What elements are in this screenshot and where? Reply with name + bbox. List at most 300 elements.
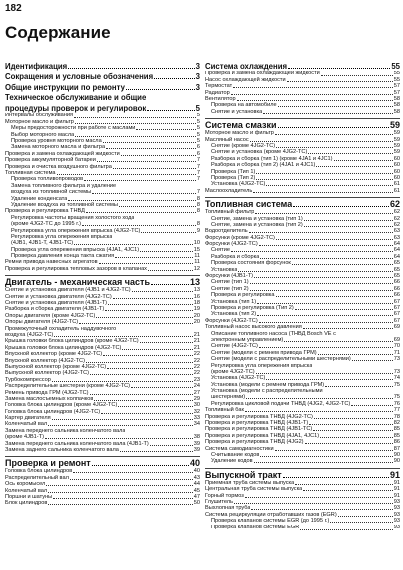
dot-leader — [48, 425, 193, 426]
dot-leader — [276, 239, 393, 240]
toc-entry-title: Водоотделитель — [205, 228, 248, 235]
toc-entry-title: Сокращения и условные обозначения — [5, 72, 154, 81]
toc-section-heading[interactable] — [205, 118, 400, 130]
toc-entry-title: Техническое обслуживание и общие — [5, 93, 147, 102]
toc-entry-page: 67 — [393, 298, 400, 305]
dot-leader — [86, 362, 193, 363]
toc-entry-page: 82 — [393, 420, 400, 427]
toc-entry-page: 43 — [193, 474, 200, 481]
dot-leader — [293, 206, 389, 207]
dot-leader — [108, 304, 193, 305]
toc-entry-title: Распределительный вал — [5, 474, 69, 481]
dot-leader — [313, 430, 393, 431]
toc-entry-title: Проверка и регулировка ТНВД (4JG2-TC) — [205, 413, 313, 420]
toc-entry-title: Считывание кодов — [211, 451, 260, 458]
toc-entry-page: 22 — [193, 357, 200, 364]
toc-entry-page: 7 — [196, 170, 200, 176]
dot-leader — [309, 424, 393, 425]
toc-entry-page: 5 — [196, 112, 200, 119]
toc-entry-title: Регулировка частоты вращения холостого хода — [11, 214, 135, 221]
toc-entry-title: Радиатор — [205, 89, 230, 96]
toc-entry-title: Снятие, замена и установка (тип 1) — [211, 215, 303, 222]
dot-leader — [84, 180, 196, 181]
toc-entry-title: Проверка (Тип 2) — [211, 174, 256, 181]
toc-entry-page: 13 — [193, 287, 200, 294]
toc-entry-page: 65 — [393, 273, 400, 280]
toc-entry-page: 91 — [389, 469, 400, 480]
toc-entry-title: Установка (тип 2) — [211, 311, 257, 318]
toc-entry-page: 93 — [393, 498, 400, 505]
toc-entry-title: Выхлопная труба — [205, 505, 251, 512]
toc-entry[interactable] — [205, 458, 400, 464]
toc-entry-page: 55 — [393, 70, 400, 77]
toc-entry-title: Удаление воздуха из топливной системы — [11, 201, 118, 208]
toc-entry-title: Разборка и сборка — [211, 253, 260, 260]
toc-entry-title: Регулировка угла опережения впрыска (4JG2-TC) — [11, 227, 141, 234]
dot-leader — [275, 134, 393, 135]
dot-leader — [278, 127, 389, 128]
toc-entry-title: Система самодиагностики — [205, 445, 274, 452]
toc-entry-page: 65 — [393, 266, 400, 273]
dot-leader — [260, 456, 392, 457]
toc-entry-title: Разборка и сборка (тип 2) (4JA1 и 4JC1) — [211, 162, 316, 169]
toc-entry-page: 10 — [193, 240, 200, 247]
dot-leader — [259, 245, 393, 246]
toc-entry[interactable] — [5, 500, 200, 506]
toc-entry-page: 66 — [393, 279, 400, 286]
toc-entry-title: Впускной коллектор (4JG2-TC) — [5, 357, 85, 364]
dot-leader — [276, 296, 393, 297]
toc-entry-title: Ремень привода ГРМ (4JG2-TC) — [5, 389, 89, 396]
dot-leader — [122, 349, 192, 350]
toc-entry-title: Топливная система — [5, 170, 56, 176]
dot-leader — [276, 147, 393, 148]
dot-leader — [259, 347, 393, 348]
toc-entry-title: Опоры двигателя (кроме 4JG2-TC) — [5, 312, 96, 319]
toc-entry-title: Масляный насос — [205, 136, 249, 143]
toc-entry-title: Проверка состояния форсунок — [211, 260, 291, 267]
toc-entry-title: процедуры проверок и регулировок — [5, 103, 147, 113]
toc-entry-title: Разборка и сборка (тип 1) (кроме 4JA1 и 4JC1) — [211, 155, 333, 162]
toc-entry-page: 69 — [393, 336, 400, 343]
dot-leader — [251, 509, 392, 510]
toc-entry-title: Снятие (модели с ремнем привода ГРМ) — [211, 349, 317, 356]
dot-leader — [257, 303, 393, 304]
dot-leader — [119, 206, 196, 207]
toc-entry-title: Снятие и установка двигателя (4JG2-TC) — [5, 293, 112, 300]
dot-leader — [99, 263, 194, 264]
toc-entry-title: Топливный фильтр — [205, 209, 255, 216]
dot-leader — [140, 342, 193, 343]
toc-entry-title: Центральная труба системы выпуска — [205, 486, 303, 493]
toc-entry-page: 40 — [193, 468, 200, 475]
toc-entry-title: Проверка на автомобиле — [211, 102, 277, 109]
dot-leader — [92, 193, 196, 194]
dot-leader — [266, 379, 392, 380]
toc-entry-title: Снятие (тип 1) — [211, 279, 249, 286]
toc-entry-title: Маслоохладитель — [205, 187, 253, 194]
toc-entry-title: Система рециркуляции отработавших газов (EGR) — [205, 511, 337, 518]
toc-entry-title: Проверка аккумуляторной батареи — [5, 157, 96, 164]
toc-entry-page: 61 — [393, 181, 400, 188]
dot-leader — [107, 368, 193, 369]
toc-list-left — [5, 62, 200, 507]
toc-entry-title: Проверка (Тип 1) — [211, 168, 256, 175]
dot-leader — [86, 212, 196, 213]
toc-entry-title: Проверка и регулировка ТНВД (4JB1-TC) — [205, 426, 313, 433]
toc-entry-title: Система охлаждения — [205, 61, 288, 71]
toc-entry-title: воздуха из топливной системы — [11, 189, 92, 196]
toc-entry-page: 11 — [194, 259, 200, 266]
toc-entry-title: Проверка и ремонт — [5, 458, 91, 469]
toc-entry-page: 76 — [393, 400, 400, 407]
toc-entry-page: 73 — [393, 368, 400, 375]
toc-entry-page: 39 — [193, 440, 200, 447]
toc-entry-title: Проверка и замена охлаждающей жидкости — [5, 150, 120, 157]
toc-entry-page: 58 — [393, 108, 400, 115]
toc-entry[interactable] — [5, 447, 200, 453]
dot-leader — [79, 323, 193, 324]
toc-entry-page: 19 — [193, 306, 200, 313]
toc-entry-title: Общие инструкции по ремонту — [5, 82, 125, 92]
toc-entry-page: 86 — [393, 439, 400, 446]
toc-entry-page: 73 — [393, 356, 400, 363]
toc-entry-page: 64 — [393, 253, 400, 260]
toc-entry[interactable] — [205, 109, 400, 115]
dot-leader — [94, 400, 192, 401]
toc-entry-page: 64 — [393, 241, 400, 248]
toc-entry-title: Блок цилиндров — [5, 500, 48, 507]
toc-entry-title: Проверка клапанов системы EGR — [211, 524, 300, 531]
toc-entry-page: 5 — [196, 131, 200, 138]
dot-leader — [321, 75, 393, 76]
dot-leader — [288, 68, 390, 69]
toc-entry-page: 50 — [193, 500, 200, 507]
toc-entry-title: Система смазки — [205, 120, 277, 131]
toc-entry-page: 7 — [196, 157, 200, 164]
toc-entry-page: 7 — [196, 176, 200, 183]
toc-section-heading[interactable] — [5, 104, 200, 113]
dot-leader — [136, 129, 195, 130]
toc-entry-title: Замена переднего сальника коленчатого вала (4JB1-T) — [5, 440, 149, 447]
toc-entry-title: Головка блока цилиндров (4JG2-TC) — [5, 408, 101, 415]
toc-entry-title: электронным управлением) — [211, 336, 284, 343]
toc-entry-page: 7 — [196, 163, 200, 170]
toc-entry-title: Снятие (кроме 4JG2-TC) — [211, 143, 276, 149]
dot-leader — [287, 81, 393, 82]
toc-entry-page: 60 — [393, 174, 400, 181]
toc-entry-page: 21 — [193, 332, 200, 338]
toc-entry-title: Термостат — [205, 83, 233, 90]
toc-left-column — [5, 60, 200, 507]
toc-entry-page: 77 — [393, 407, 400, 414]
toc-entry-title: Форсунки (4JG2-TC) — [205, 317, 258, 324]
toc-entry-page: 87 — [393, 445, 400, 452]
toc-entry-page: 12 — [193, 265, 200, 272]
toc-entry-page: 67 — [393, 311, 400, 318]
dot-leader — [74, 117, 196, 118]
dot-leader — [303, 328, 393, 329]
toc-entry-title: Выбор моторного масла — [11, 131, 75, 138]
toc-entry-title: Промежуточный охладитель наддувочного — [5, 325, 117, 332]
toc-entry-page: 16 — [193, 293, 200, 300]
toc-entry-title: Установка (4JG2-TC) — [211, 375, 266, 382]
toc-entry-page: 75 — [393, 381, 400, 388]
toc-entry-title: Разборка и сборка двигателя (4JB1-T) — [5, 306, 105, 313]
dot-leader — [256, 179, 392, 180]
dot-leader — [148, 270, 193, 271]
toc-entry-page: 38 — [193, 434, 200, 441]
dot-leader — [103, 142, 196, 143]
toc-entry-title: Форсунки (кроме 4JG2-TC) — [205, 234, 275, 241]
toc-entry-page: 70 — [393, 343, 400, 350]
toc-entry-title: Проверка и регулировка ТНВД (4JG2) — [205, 439, 304, 446]
toc-entry-title: Замена маслосъемных колпачков — [5, 395, 94, 402]
toc-entry-page: 63 — [393, 234, 400, 241]
toc-entry-title: Замена заднего сальника коленчатого вала — [5, 447, 119, 454]
dot-leader — [75, 136, 196, 137]
dot-leader — [90, 394, 193, 395]
toc-entry-page: 91 — [393, 486, 400, 493]
toc-entry-page: 6 — [196, 144, 200, 151]
dot-leader — [48, 504, 192, 505]
toc-section-heading[interactable] — [5, 93, 200, 102]
toc-entry-page: 66 — [393, 285, 400, 292]
dot-leader — [121, 155, 196, 156]
toc-entry-title: Ремни привода навесных агрегатов — [5, 259, 98, 266]
toc-entry-title: Снятие, замена и установка (тип 2) — [211, 221, 303, 228]
dot-leader — [231, 94, 393, 95]
toc-entry-page: 20 — [193, 312, 200, 319]
dot-leader — [48, 492, 193, 493]
dot-leader — [256, 373, 393, 374]
toc-entry-title: Крышка головки блока цилиндров (кроме 4JG2-TC) — [5, 338, 139, 345]
toc-right-column — [205, 60, 400, 531]
dot-leader — [118, 406, 192, 407]
dot-leader — [140, 251, 193, 252]
toc-entry-page: 93 — [393, 511, 400, 518]
dot-leader — [233, 87, 393, 88]
dot-leader — [283, 477, 389, 478]
toc-entry-page: 7 — [196, 189, 200, 196]
dot-leader — [126, 89, 195, 90]
toc-entry-page: 59 — [393, 130, 400, 137]
toc-entry-title: Коленчатый вал — [5, 421, 48, 428]
toc-entry-title: Снятие — [211, 247, 230, 254]
toc-section-heading[interactable] — [5, 83, 200, 92]
toc-entry-title: шестернями) — [211, 394, 246, 401]
toc-entry-page: 59 — [393, 136, 400, 143]
toc-section-heading[interactable] — [5, 456, 200, 468]
toc-entry-title: Моторное масло и фильтр — [5, 118, 74, 125]
toc-entry-title: Коленчатый вал — [5, 487, 48, 494]
dot-leader — [245, 497, 393, 498]
dot-leader — [314, 418, 393, 419]
toc-entry-title: Выпускной коллектор (4JG2-TC) — [5, 370, 89, 377]
toc-entry-title: (кроме 4JG2-TC) — [211, 368, 255, 375]
dot-leader — [295, 484, 393, 485]
toc-entry-title: Проверка и замена охлаждающей жидкости — [205, 70, 320, 77]
dot-leader — [334, 160, 393, 161]
dot-leader — [330, 522, 392, 523]
dot-leader — [141, 232, 195, 233]
toc-entry-page: 21 — [193, 338, 200, 345]
toc-entry-title: Головка блока цилиндров — [5, 468, 73, 475]
dot-leader — [154, 78, 195, 79]
toc-entry-title: Снятие (тип 2) — [211, 285, 249, 292]
toc-entry-title: Крышка головки блока цилиндров (4JG2-TC) — [5, 344, 122, 351]
dot-leader — [305, 443, 393, 444]
dot-leader — [257, 315, 393, 316]
toc-entry-title: Моторное масло и фильтр — [205, 130, 274, 137]
dot-leader — [105, 310, 193, 311]
dot-leader — [304, 220, 393, 221]
dot-leader — [245, 411, 393, 412]
toc-entry-page: 24 — [193, 383, 200, 390]
toc-entry-page: 85 — [393, 432, 400, 439]
toc-entry[interactable] — [205, 525, 400, 531]
toc-entry-page: 5 — [195, 103, 200, 113]
dot-leader — [295, 309, 393, 310]
dot-leader — [92, 465, 189, 466]
dot-leader — [131, 387, 193, 388]
toc-entry-page: 5 — [196, 118, 200, 125]
toc-section-heading[interactable] — [5, 62, 200, 71]
dot-leader — [120, 451, 193, 452]
dot-leader — [113, 298, 193, 299]
dot-leader — [250, 290, 393, 291]
toc-entry-page: 91 — [393, 479, 400, 486]
toc-entry-page: 20 — [193, 319, 200, 326]
toc-entry-title: Удаление кодов — [211, 458, 253, 465]
toc-entry-title: Проверка угла опережения впрыска (4JA1, 4JC1) — [11, 246, 140, 253]
toc-entry-page: 62 — [393, 209, 400, 216]
toc-entry-page: 23 — [193, 376, 200, 383]
toc-entry-title: Глушитель — [205, 498, 233, 505]
toc-entry-page: 22 — [193, 351, 200, 358]
toc-entry-title: (кроме 4JG2-TC до 1995 г.) — [11, 221, 81, 228]
toc-entry-title: Регулировка цикловой подачи ТНВД (4JG2, 4JG2-TC) — [211, 400, 351, 407]
toc-entry[interactable] — [205, 188, 400, 194]
toc-entry-page: 22 — [193, 370, 200, 377]
dot-leader — [237, 100, 393, 101]
toc-entry-page: 58 — [393, 102, 400, 109]
dot-leader — [54, 336, 192, 337]
dot-leader — [147, 110, 194, 111]
toc-entry-title: Топливная система — [205, 199, 293, 210]
dot-leader — [250, 141, 393, 142]
dot-leader — [52, 381, 193, 382]
toc-entry-title: Снятие (модели с распределительными шестернями) — [211, 356, 351, 363]
dot-leader — [231, 251, 393, 252]
toc-entry-page: 93 — [393, 505, 400, 512]
dot-leader — [150, 445, 193, 446]
toc-entry-page: 22 — [193, 363, 200, 370]
toc-entry-title: воздуха (4JG2-TC) — [5, 332, 54, 338]
toc-entry-page: 59 — [393, 143, 400, 149]
toc-entry-title: Проверка и регулировка ТНВД (4JB1-T) — [205, 420, 309, 427]
toc-entry-title: Замена переднего сальника коленчатого вала — [5, 427, 126, 434]
toc-entry-page: 60 — [393, 162, 400, 169]
toc-entry-title: Головка блока цилиндров (кроме 4JG2-TC) — [5, 402, 118, 409]
dot-leader — [320, 437, 393, 438]
toc-entry-page: 57 — [393, 83, 400, 90]
dot-leader — [263, 113, 393, 114]
dot-leader — [316, 166, 392, 167]
toc-entry-page: 33 — [193, 415, 200, 422]
dot-leader — [253, 192, 392, 193]
toc-entry-page: 58 — [393, 96, 400, 103]
toc-entry-title: Идентификация — [5, 61, 68, 71]
dot-leader — [308, 153, 392, 154]
toc-entry-title: Распределительные шестерни (кроме 4JG2-TC) — [5, 383, 131, 390]
dot-leader — [292, 264, 393, 265]
dot-leader — [234, 503, 393, 504]
toc-entry-page: 47 — [193, 493, 200, 500]
toc-entry-page: 62 — [389, 199, 400, 210]
toc-entry-page: 5 — [196, 138, 200, 145]
toc-entry-page: 11 — [194, 253, 200, 260]
toc-entry-page: 74 — [393, 375, 400, 382]
toc-entry-page: 90 — [393, 458, 400, 465]
dot-leader — [351, 405, 393, 406]
dot-leader — [132, 291, 193, 292]
toc-entry-title: Замена топливного фильтра и удаление — [11, 182, 117, 189]
toc-section-heading[interactable] — [5, 72, 200, 81]
toc-entry-page: 3 — [195, 72, 200, 81]
toc-entry-page: 55 — [391, 61, 400, 71]
dot-leader — [73, 472, 193, 473]
toc-entry-page: 62 — [393, 221, 400, 228]
toc-section-heading[interactable] — [5, 275, 200, 287]
toc-entry-title: Описание топливного насоса (ТНВД Bosch VE с — [211, 330, 336, 337]
dot-leader — [103, 355, 193, 356]
toc-entry-title: Снятие (4JG2-TC) — [211, 343, 258, 350]
toc-entry-page: 61 — [393, 187, 400, 194]
toc-entry-title: Ось коромысел — [5, 481, 46, 488]
toc-entry-page: 5 — [196, 125, 200, 132]
toc-entry-page: 8 — [196, 208, 200, 215]
dot-leader — [70, 479, 193, 480]
dot-leader — [275, 450, 393, 451]
toc-entry-page: 8 — [196, 195, 200, 202]
toc-entry-title: Топливный насос высокого давления — [205, 324, 302, 331]
toc-entry-title: Выпускной тракт — [205, 469, 282, 480]
toc-entry-title: Форсунки (4JG2-TC) — [205, 241, 258, 248]
toc-entry-page: 18 — [193, 300, 200, 307]
dot-leader — [45, 438, 193, 439]
toc-entry-page: 65 — [393, 260, 400, 267]
dot-leader — [90, 374, 193, 375]
toc-entry-title: Снятие и установка двигателя (4JB1-T) — [5, 300, 108, 307]
toc-entry-page: 3 — [195, 61, 200, 71]
dot-leader — [255, 213, 392, 214]
dot-leader — [75, 123, 196, 124]
dot-leader — [266, 185, 392, 186]
toc-entry-title: Проверка и очистка воздушного фильтра — [5, 163, 112, 170]
toc-entry[interactable] — [5, 266, 200, 272]
toc-section-heading[interactable] — [205, 62, 400, 71]
dot-leader — [106, 148, 196, 149]
toc-entry-page: 9 — [196, 227, 200, 234]
toc-section-heading[interactable] — [205, 197, 400, 209]
dot-leader — [115, 257, 193, 258]
toc-entry-page: 44 — [193, 481, 200, 488]
toc-section-heading[interactable] — [205, 468, 400, 480]
toc-entry-page: 66 — [393, 292, 400, 299]
toc-entry-title: Двигатель - механическая часть — [5, 277, 150, 288]
toc-entry-title: Опоры двигателя (4JG2-TC) — [5, 319, 79, 326]
